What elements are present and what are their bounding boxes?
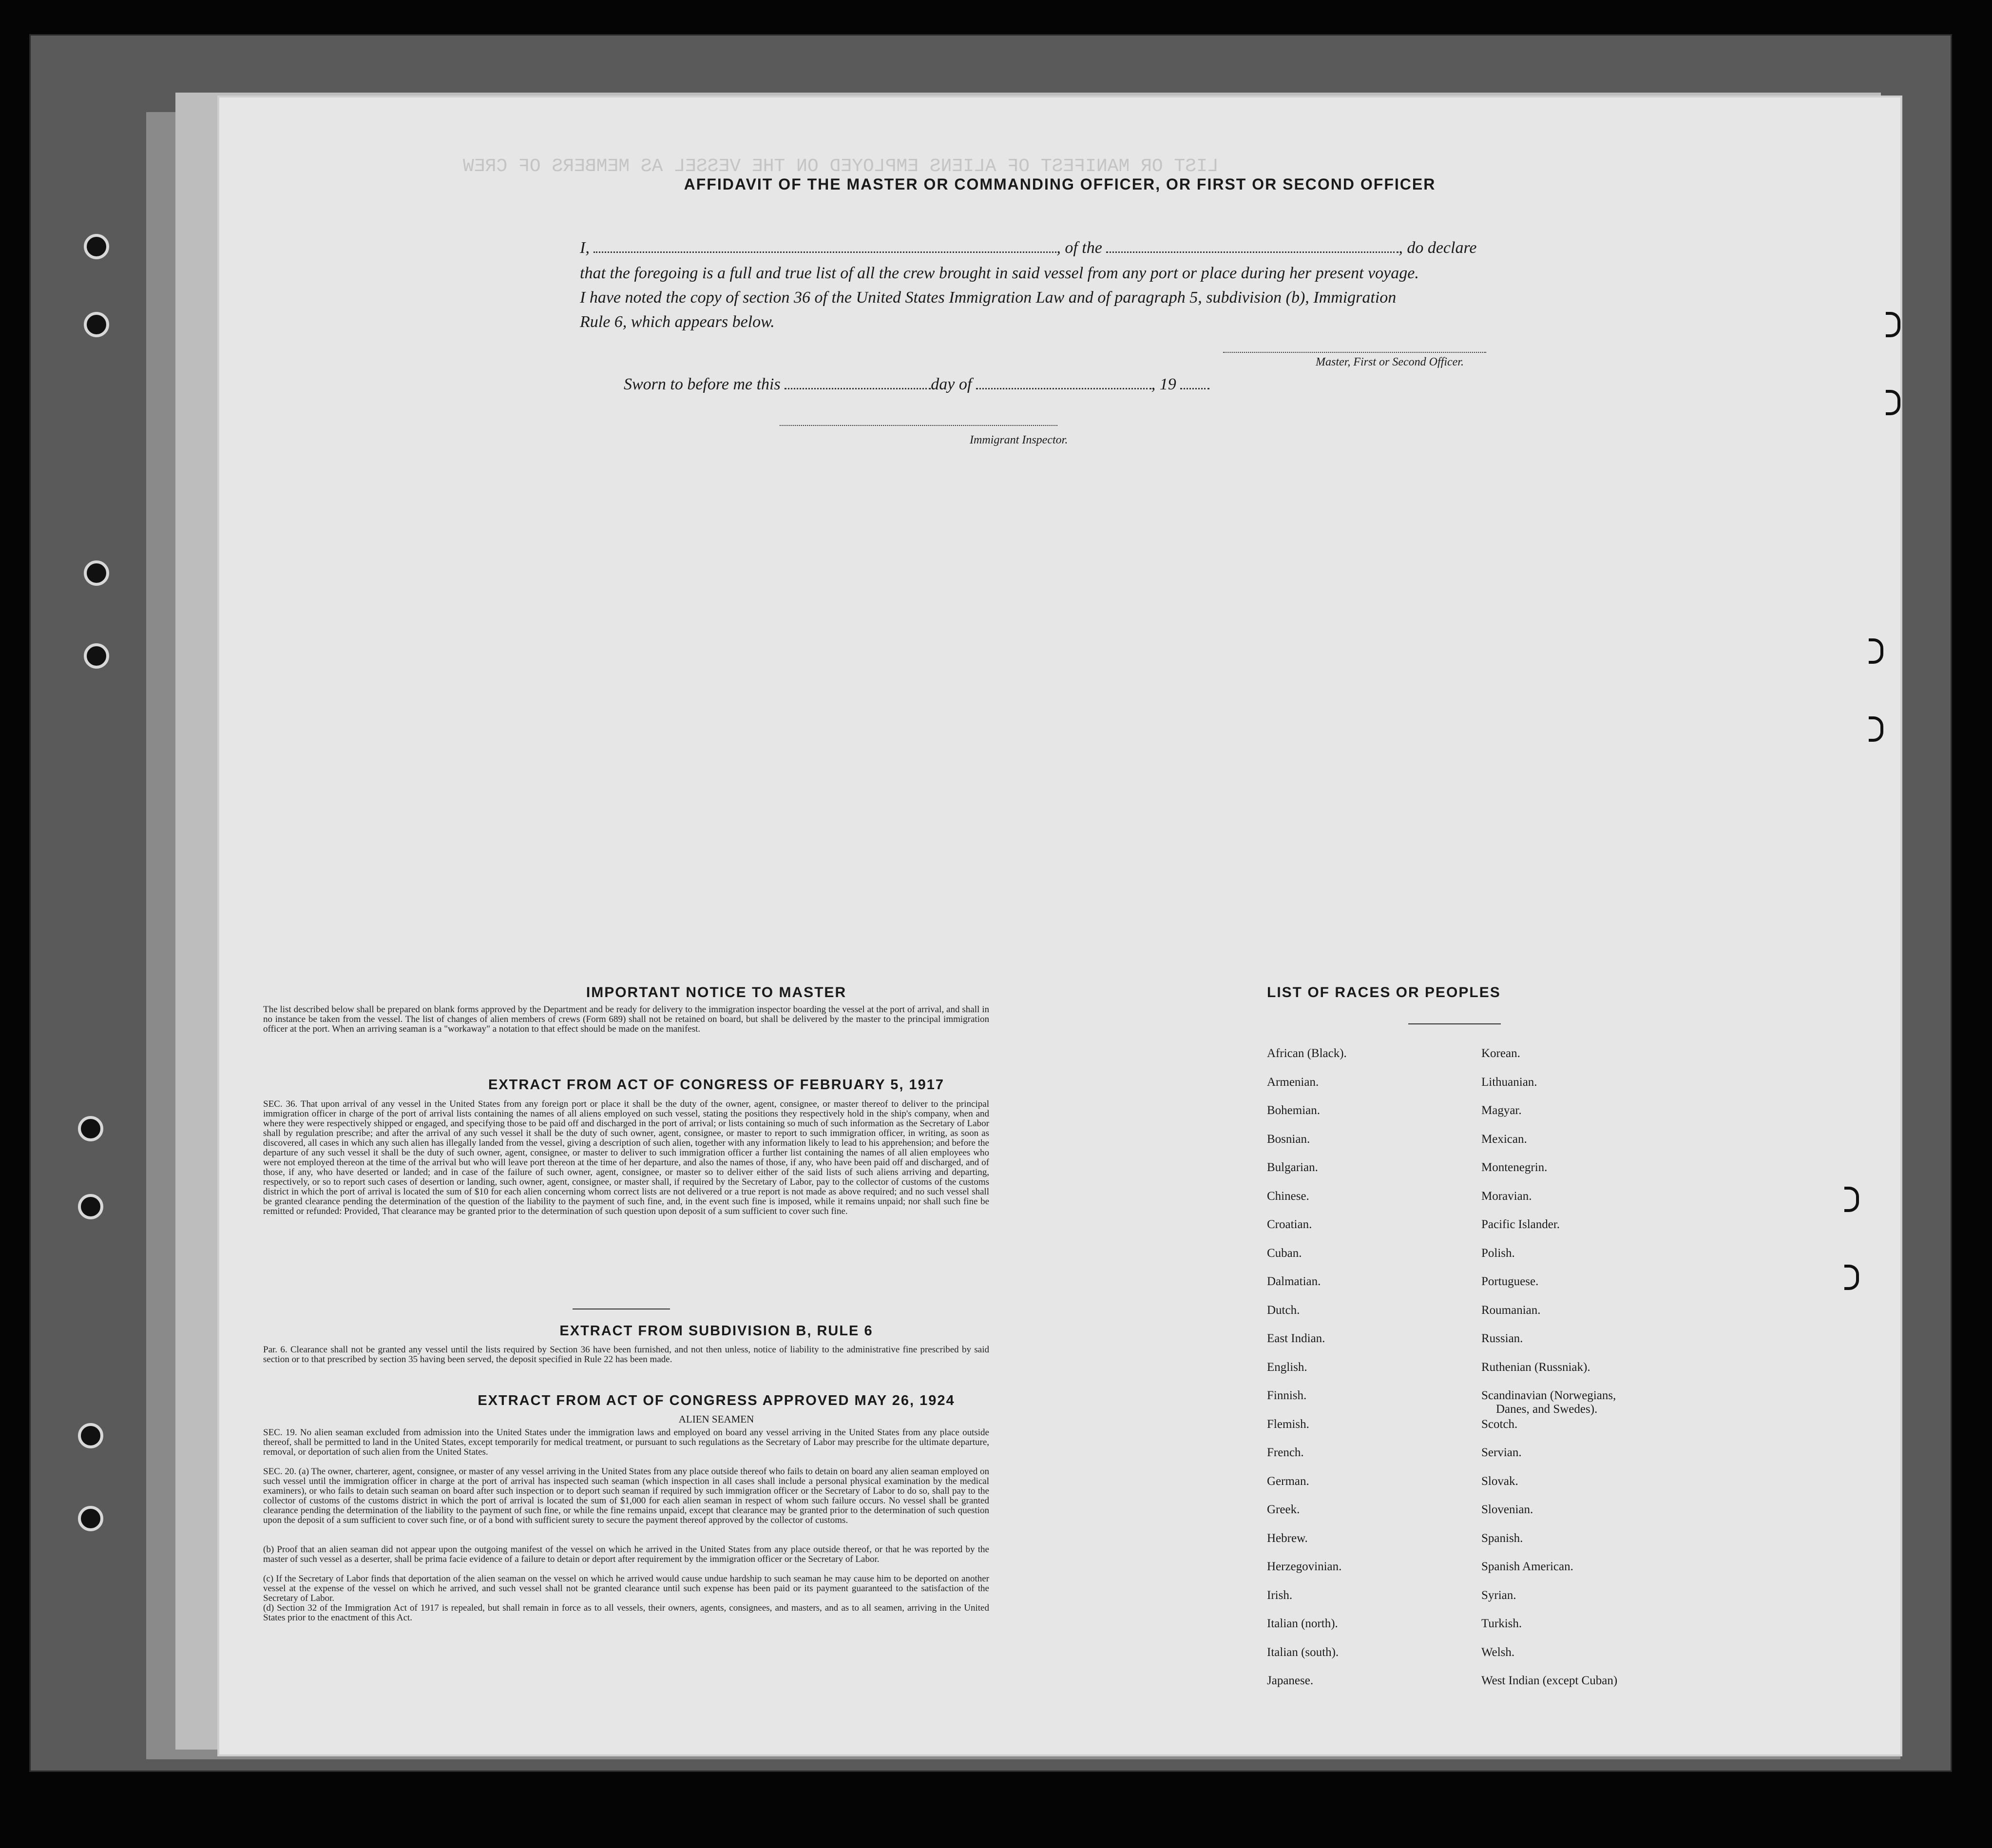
binder-hole	[1886, 312, 1900, 337]
alien-seamen-subtitle: ALIEN SEAMEN	[678, 1413, 754, 1425]
race-item: Mexican.	[1481, 1132, 1527, 1146]
race-item: Korean.	[1481, 1047, 1520, 1060]
races-title: LIST OF RACES OR PEOPLES	[1267, 984, 1501, 1001]
binder-hole	[1869, 716, 1883, 742]
race-item: Bohemian.	[1267, 1104, 1321, 1117]
sworn-month-field[interactable]	[976, 386, 1151, 389]
binder-hole	[78, 1194, 103, 1219]
binder-hole	[84, 234, 109, 259]
race-item: Magyar.	[1481, 1104, 1522, 1117]
race-item: Irish.	[1267, 1588, 1293, 1602]
race-item: Spanish.	[1481, 1531, 1523, 1545]
race-item: Japanese.	[1267, 1674, 1314, 1687]
race-item: Slovak.	[1481, 1474, 1518, 1488]
sworn-day-field[interactable]	[785, 386, 931, 389]
notice-title: IMPORTANT NOTICE TO MASTER	[586, 984, 847, 1001]
binder-hole	[1844, 1187, 1859, 1212]
sec-20d-text: (d) Section 32 of the Immigration Act of 1917 is repealed, but shall remain in force as to all vessels, their owners, agents, consignees, and masters, and as to all seamen, arriving in the United States prior to the enactment of this Act.	[263, 1603, 989, 1623]
race-item: Russian.	[1481, 1332, 1523, 1345]
race-item: Danes, and Swedes).	[1496, 1403, 1598, 1416]
race-item: Montenegrin.	[1481, 1161, 1548, 1174]
race-item: Greek.	[1267, 1503, 1300, 1516]
binder-hole	[1844, 1265, 1859, 1290]
sec-20c-text: (c) If the Secretary of Labor finds that deportation of the alien seaman on the vessel on which he arrived would cause undue hardship to such seaman he may cause him to be deported on another vessel at the expense of the vessel on which he arrived, and such vessel shall not be granted clearance until such expense has been paid or its payment guaranteed to the satisfaction of the Secretary of Labor.	[263, 1574, 989, 1603]
race-item: Dalmatian.	[1267, 1275, 1321, 1288]
binder-hole	[1886, 390, 1900, 415]
binder-hole	[84, 560, 109, 586]
race-item: Cuban.	[1267, 1246, 1302, 1260]
race-item: German.	[1267, 1474, 1309, 1488]
affidavit-line-3: I have noted the copy of section 36 of the United States Immigration Law and of paragraph 5, subdivision (b), Immigration	[580, 289, 1397, 307]
master-signature-label: Master, First or Second Officer.	[1316, 356, 1464, 368]
race-item: East Indian.	[1267, 1332, 1325, 1345]
race-item: English.	[1267, 1360, 1307, 1374]
race-item: Flemish.	[1267, 1417, 1309, 1431]
sec-20b-text: (b) Proof that an alien seaman did not appear upon the outgoing manifest of the vessel on which he arrived in the United States from any place outside thereof, or that he was reported by the master of such vessel as a deserter, shall be prima facie evidence of a failure to detain or deport after requirement by the immigration officer or the Secretary of Labor.	[263, 1544, 989, 1564]
sworn-year-field[interactable]	[1180, 386, 1209, 389]
extract-1924-title: EXTRACT FROM ACT OF CONGRESS APPROVED MAY 26, 1924	[478, 1393, 955, 1408]
vessel-field[interactable]	[1106, 250, 1398, 253]
sec-20a-text: SEC. 20. (a) The owner, charterer, agent, consignee, or master of any vessel arriving in the United States from any place outside thereof who fails to detain on board any alien seaman employed on such vessel until the immigration officer in charge at the port of arrival has inspected such seaman (which inspection in all cases shall include a personal physical examination by the medical examiners), or who fails to detain such seaman on board after such inspection or to deport such seaman if required by such immigration officer or the Secretary of Labor to do so, shall pay to the collector of customs of the customs district in which the port of arrival is located the sum of $1,000 for each alien seaman in respect of whom such failure occurs. No vessel shall be granted clearance pending the determination of the liability to the payment of such fine, or while the fine remains unpaid, except that clearance may be granted prior to the determination of such question upon the deposit of a sum sufficient to cover such fine, or of a bond with sufficient surety to secure the payment thereof approved by the collector of customs.	[263, 1466, 989, 1525]
affidavit-line-4: Rule 6, which appears below.	[580, 313, 775, 331]
race-item: Dutch.	[1267, 1303, 1300, 1317]
i-label: I,	[580, 239, 590, 257]
day-of-label: day of	[931, 375, 972, 393]
race-item: Ruthenian (Russniak).	[1481, 1360, 1590, 1374]
binder-hole	[84, 643, 109, 669]
race-item: Hebrew.	[1267, 1531, 1308, 1545]
binder-hole	[84, 312, 109, 337]
race-item: Chinese.	[1267, 1189, 1309, 1203]
subdivision-text: Par. 6. Clearance shall not be granted any vessel until the lists required by Section 36 have been furnished, and not then unless, notice of liability to the administrative fine prescribed by said section or to that prescribed by section 35 having been served, the deposit specified in Rule 22 has been made.	[263, 1345, 989, 1365]
affidavit-sheet	[219, 97, 1900, 1754]
sworn-line	[624, 375, 1559, 394]
year-label: , 19	[1151, 375, 1176, 393]
race-item: Lithuanian.	[1481, 1075, 1537, 1089]
binder-hole	[78, 1423, 103, 1448]
race-item: Scandinavian (Norwegians,	[1481, 1389, 1616, 1402]
race-item: African (Black).	[1267, 1047, 1347, 1060]
declaration-line	[580, 239, 1515, 257]
subdivision-title: EXTRACT FROM SUBDIVISION B, RULE 6	[559, 1323, 873, 1339]
race-item: Italian (south).	[1267, 1645, 1339, 1659]
race-item: Portuguese.	[1481, 1275, 1539, 1288]
race-item: Scotch.	[1481, 1417, 1518, 1431]
sec-19-text: SEC. 19. No alien seaman excluded from admission into the United States under the immigration laws and employed on board any vessel arriving in the United States from any place outside thereof, shall be permitted to land in the United States, except temporarily for medical treatment, or pursuant to such regulations as the Secretary of Labor may prescribe for the ultimate departure, removal, or deportation of such alien from the United States.	[263, 1427, 989, 1457]
do-declare-label: , do declare	[1398, 239, 1477, 257]
race-item: Italian (north).	[1267, 1617, 1338, 1630]
master-signature-field[interactable]	[1223, 352, 1486, 353]
race-item: Finnish.	[1267, 1389, 1307, 1402]
binder-hole	[1869, 638, 1883, 664]
inspector-signature-label: Immigrant Inspector.	[970, 434, 1068, 446]
race-item: Welsh.	[1481, 1645, 1515, 1659]
race-item: Slovenian.	[1481, 1503, 1533, 1516]
race-item: Polish.	[1481, 1246, 1515, 1260]
race-item: Pacific Islander.	[1481, 1218, 1560, 1231]
binder-hole	[78, 1116, 103, 1141]
affidavit-line-2: that the foregoing is a full and true list of all the crew brought in said vessel from any port or place during her present voyage.	[580, 264, 1419, 282]
race-item: Syrian.	[1481, 1588, 1516, 1602]
of-the-label: , of the	[1056, 239, 1102, 257]
notice-text: The list described below shall be prepared on blank forms approved by the Department and be ready for delivery to the immigration inspector boarding the vessel at the port of arrival, and shall in no instance be taken from the vessel. The list of changes of alien members of crews (Form 689) shall not be retained on board, but shall be delivered by the master to the principal immigration officer at the port. When an arriving seaman is a "workaway" a notation to that effect should be made on the manifest.	[263, 1004, 989, 1034]
extract-1917-text: SEC. 36. That upon arrival of any vessel in the United States from any foreign port or place it shall be the duty of the owner, agent, consignee, or master thereof to deliver to the principal immigration officer in charge of the port of arrival lists containing the names of all aliens employed on such vessel, stating the positions they respectively hold in the ship's company, when and where they were respectively shipped or engaged, and specifying those to be paid off and discharged in the port of arrival; or lists containing so much of such information as the Secretary of Labor shall by regulation prescribe; and after the arrival of any such vessel it shall be the duty of such owner, agent, consignee, or master to report to such immigration officer, in writing, as soon as discovered, all cases in which any such alien has illegally landed from the vessel, giving a description of such alien, together with any information likely to lead to his apprehension; and before the departure of any such vessel it shall be the duty of such owner, agent, consignee, or master to deliver to such immigration officer a further list containing the names of all alien employees who were not employed thereon at the time of the arrival but who will leave port thereon at the time of her departure, and also the names of those, if any, who have been paid off and discharged, and of those, if any, who have deserted or landed; and in case of the failure of such owner, agent, consignee, or master so to deliver either of the said lists of such aliens arriving and departing, respectively, or so to report such cases of desertion or landing, such owner, agent, consignee, or master shall, if required by the Secretary of Labor, pay to the collector of customs of the customs district in which the port of arrival is located the sum of $10 for each alien concerning whom correct lists are not delivered or a true report is not made as above required; and no such vessel shall be granted clearance pending the determination of the question of the liability to the payment of such fine, and, in the event such fine is imposed, while it remains unpaid; nor shall such fine be remitted or refunded: Provided, That clearance may be granted prior to the determination of such question upon deposit of a sum sufficient to cover such fine.	[263, 1099, 989, 1216]
race-item: Croatian.	[1267, 1218, 1312, 1231]
inspector-signature-field[interactable]	[780, 425, 1057, 426]
race-item: Servian.	[1481, 1446, 1522, 1459]
sworn-label: Sworn to before me this	[624, 375, 781, 393]
race-item: Armenian.	[1267, 1075, 1319, 1089]
race-item: Bosnian.	[1267, 1132, 1310, 1146]
extract-1917-title: EXTRACT FROM ACT OF CONGRESS OF FEBRUARY 5, 1917	[488, 1077, 945, 1093]
race-item: Herzegovinian.	[1267, 1560, 1342, 1573]
race-item: French.	[1267, 1446, 1304, 1459]
race-item: Roumanian.	[1481, 1303, 1541, 1317]
binder-hole	[78, 1506, 103, 1531]
race-item: West Indian (except Cuban)	[1481, 1674, 1618, 1687]
races-title-rule	[1408, 1023, 1501, 1024]
race-item: Spanish American.	[1481, 1560, 1573, 1573]
affidavit-title: AFFIDAVIT OF THE MASTER OR COMMANDING OFFICER, OR FIRST OR SECOND OFFICER	[684, 175, 1436, 193]
race-item: Moravian.	[1481, 1189, 1532, 1203]
bleed-through-header: LIST OR MANIFEST OF ALIENS EMPLOYED ON THE VESSEL AS MEMBERS OF CREW	[463, 156, 1219, 177]
race-item: Turkish.	[1481, 1617, 1522, 1630]
name-field[interactable]	[594, 250, 1056, 253]
race-item: Bulgarian.	[1267, 1161, 1318, 1174]
